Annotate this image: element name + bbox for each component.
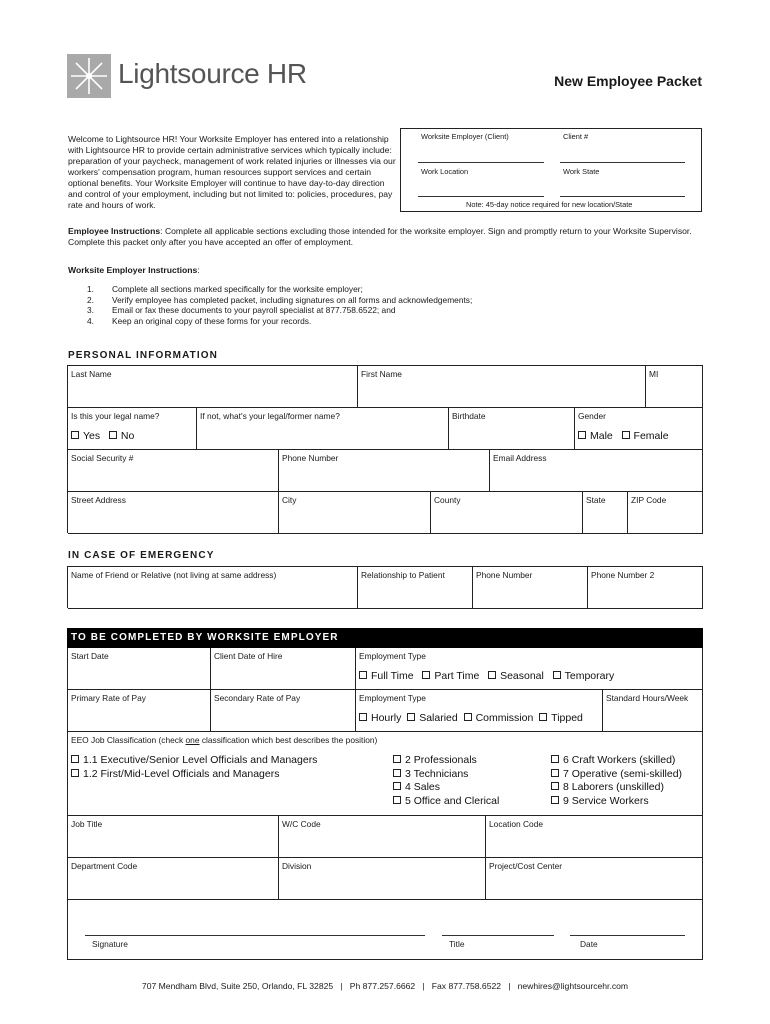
brand-name: Lightsource HR [118,58,307,89]
secondary-rate-field[interactable]: Secondary Rate of Pay [211,690,356,732]
eeo-1-2-checkbox[interactable] [71,769,79,777]
list-item: 2. Verify employee has completed packet, including signatures on all forms and acknowledgements; [87,294,473,305]
list-item: 4. Keep an original copy of these forms for your records. [87,315,312,326]
employer-heading: TO BE COMPLETED BY WORKSITE EMPLOYER [71,632,339,643]
client-number-field[interactable] [560,162,685,163]
seasonal-checkbox[interactable] [488,671,496,679]
document-title: New Employee Packet [554,73,702,89]
worksite-instructions-list [68,284,472,326]
hourly-checkbox[interactable] [359,713,367,721]
emergency-name-field[interactable]: Name of Friend or Relative (not living at same address) [68,567,358,609]
temporary-checkbox[interactable] [553,671,561,679]
employer-table [67,648,703,960]
client-number-label: Client # [563,132,589,141]
emergency-phone2-field[interactable]: Phone Number 2 [588,567,703,609]
emergency-heading: IN CASE OF EMERGENCY [68,550,215,561]
eeo-instructions: EEO Job Classification (check one classification which best describes the position) [71,735,378,745]
work-state-field[interactable] [560,196,685,197]
eeo-classification: EEO Job Classification (check one classification which best describes the position) 1.1 Executive/Senior Level Officials and Managers 1.2 First/Mid-Level Officials and Managers 2 Professionals 3 Technicians 4 Sales 5 Office and Clerical 6 Craft Workers (skilled) 7 Operative (semi-skilled) 8 Laborers (unskilled) 9 Service Workers [68,732,703,816]
welcome-text: Welcome to Lightsource HR! Your Worksite Employer has entered into a relationship with Lightsource HR to provide certain administrative services which typically include: preparation of your paycheck, management of work related injuries or illnesses via our workers' compensation program, human resources support services and certain optional benefits. Your Worksite Employer will continue to have day-to-day direction and control of your employment, including but not limited to: policies, procedures, pay rate and hours of work. [68,134,396,210]
yes-checkbox[interactable] [71,431,79,439]
date-label: Date [580,939,598,949]
title-line[interactable] [442,935,554,936]
ssn-field[interactable]: Social Security # [68,450,279,492]
zip-field[interactable]: ZIP Code [628,492,703,534]
eeo-7-checkbox[interactable] [551,769,559,777]
eeo-6-checkbox[interactable] [551,755,559,763]
start-date-field[interactable]: Start Date [68,648,211,690]
std-hours-field[interactable]: Standard Hours/Week [603,690,703,732]
commission-checkbox[interactable] [464,713,472,721]
list-item: 3. Email or fax these documents to your payroll specialist at 877.758.6522; and [87,305,396,316]
work-state-label: Work State [563,167,600,176]
emergency-phone-field[interactable]: Phone Number [473,567,588,609]
no-checkbox[interactable] [109,431,117,439]
legal-name-question: Is this your legal name? Yes No [68,408,197,450]
eeo-9-checkbox[interactable] [551,796,559,804]
department-code-field[interactable]: Department Code [68,858,279,900]
gender-field: Gender Male Female [575,408,703,450]
wc-code-field[interactable]: W/C Code [279,816,486,858]
signature-label: Signature [92,939,128,949]
title-label: Title [449,939,465,949]
state-field[interactable]: State [583,492,628,534]
notice-note: Note: 45-day notice required for new location/State [466,200,633,209]
brand-logo [67,54,111,98]
worksite-instructions-heading: Worksite Employer Instructions: [68,265,200,275]
eeo-2-checkbox[interactable] [393,755,401,763]
eeo-3-checkbox[interactable] [393,769,401,777]
county-field[interactable]: County [431,492,583,534]
salaried-checkbox[interactable] [407,713,415,721]
first-name-field[interactable]: First Name [358,366,646,408]
employee-instructions-text: : Complete all applicable sections excluding those intended for the worksite employer. Sign and promptly return to your Worksite Supervisor. Complete this packet only after you have accepted an offer of employment. [68,226,692,247]
job-title-field[interactable]: Job Title [68,816,279,858]
worksite-employer-field[interactable] [418,162,544,163]
primary-rate-field[interactable]: Primary Rate of Pay [68,690,211,732]
location-code-field[interactable]: Location Code [486,816,703,858]
mi-field[interactable]: MI [646,366,703,408]
employer-section-bar [67,628,703,648]
street-address-field[interactable]: Street Address [68,492,279,534]
worksite-employer-label: Worksite Employer (Client) [421,132,509,141]
employee-instructions [68,226,698,248]
eeo-4-checkbox[interactable] [393,782,401,790]
male-checkbox[interactable] [578,431,586,439]
relationship-field[interactable]: Relationship to Patient [358,567,473,609]
list-item: 1. Complete all sections marked specifically for the worksite employer; [87,284,363,294]
employment-type-status: Employment Type Full Time Part Time Seasonal Temporary [356,648,703,690]
work-location-label: Work Location [421,167,469,176]
eeo-1-1-checkbox[interactable] [71,755,79,763]
signature-line[interactable] [85,935,425,936]
phone-field[interactable]: Phone Number [279,450,490,492]
client-hire-date-field[interactable]: Client Date of Hire [211,648,356,690]
part-time-checkbox[interactable] [422,671,430,679]
personal-info-table [67,365,703,533]
division-field[interactable]: Division [279,858,486,900]
city-field[interactable]: City [279,492,431,534]
work-location-field[interactable] [418,196,544,197]
last-name-field[interactable]: Last Name [68,366,358,408]
eeo-5-checkbox[interactable] [393,796,401,804]
email-field[interactable]: Email Address [490,450,703,492]
emergency-table [67,566,703,608]
footer-contact: 707 Mendham Blvd, Suite 250, Orlando, FL 32825 | Ph 877.257.6662 | Fax 877.758.6522 | newhires@lightsourcehr.com [141,981,629,991]
former-name-field[interactable]: If not, what's your legal/former name? [197,408,449,450]
employee-instructions-label: Employee Instructions [68,226,161,236]
signature-row [68,900,703,960]
date-line[interactable] [570,935,685,936]
female-checkbox[interactable] [622,431,630,439]
project-cost-center-field[interactable]: Project/Cost Center [486,858,703,900]
birthdate-field[interactable]: Birthdate [449,408,575,450]
full-time-checkbox[interactable] [359,671,367,679]
personal-info-heading: PERSONAL INFORMATION [68,350,218,361]
employment-pay-type: Employment Type Hourly Salaried Commission Tipped [356,690,603,732]
tipped-checkbox[interactable] [539,713,547,721]
starburst-icon [67,54,111,98]
eeo-8-checkbox[interactable] [551,782,559,790]
